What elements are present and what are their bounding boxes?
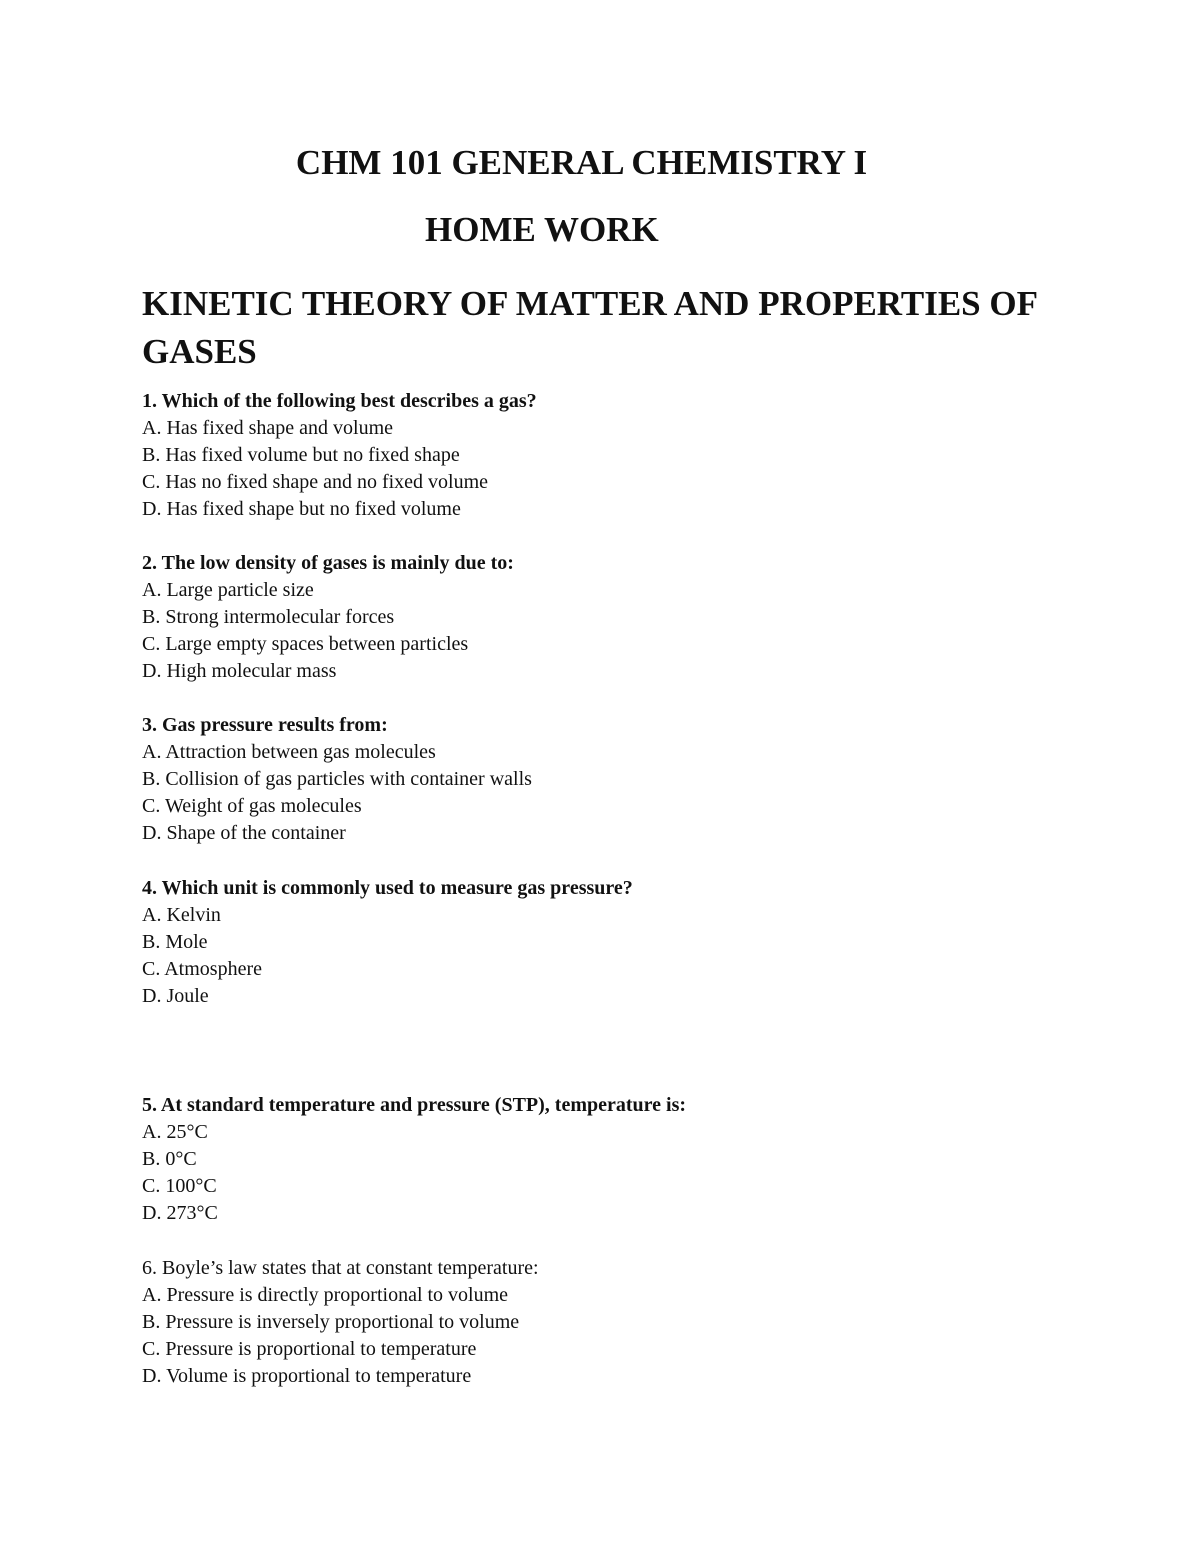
option-list bbox=[142, 1282, 1062, 1390]
option-d: D. Shape of the container bbox=[142, 822, 346, 844]
option-d: D. Joule bbox=[142, 985, 209, 1007]
option-b: B. 0°C bbox=[142, 1148, 197, 1170]
question-text: 6. Boyle’s law states that at constant temperature: bbox=[142, 1257, 539, 1279]
option-a: A. Kelvin bbox=[142, 904, 221, 926]
question-text: 3. Gas pressure results from: bbox=[142, 714, 388, 736]
option-a: A. Attraction between gas molecules bbox=[142, 741, 436, 763]
question-text: 2. The low density of gases is mainly due to: bbox=[142, 552, 514, 574]
question-2 bbox=[142, 550, 1062, 685]
option-a: A. Has fixed shape and volume bbox=[142, 417, 394, 439]
option-list bbox=[142, 1119, 1062, 1227]
option-d: D. Volume is proportional to temperature bbox=[142, 1365, 472, 1387]
question-text: 4. Which unit is commonly used to measure gas pressure? bbox=[142, 877, 633, 899]
option-b: B. Collision of gas particles with container walls bbox=[142, 768, 532, 790]
option-d: D. 273°C bbox=[142, 1202, 218, 1224]
option-list bbox=[142, 577, 1062, 685]
option-c: C. Weight of gas molecules bbox=[142, 795, 362, 817]
option-c: C. Large empty spaces between particles bbox=[142, 633, 469, 655]
option-list bbox=[142, 415, 1062, 523]
question-text: 1. Which of the following best describes a gas? bbox=[142, 390, 537, 412]
question-text: 5. At standard temperature and pressure (STP), temperature is: bbox=[142, 1094, 687, 1116]
question-3 bbox=[142, 712, 1062, 847]
option-list bbox=[142, 739, 1062, 847]
question-6 bbox=[142, 1255, 1062, 1390]
option-d: D. Has fixed shape but no fixed volume bbox=[142, 498, 461, 520]
option-c: C. Has no fixed shape and no fixed volume bbox=[142, 471, 489, 493]
homework-subtitle: HOME WORK bbox=[425, 210, 659, 249]
section-heading: KINETIC THEORY OF MATTER AND PROPERTIES OF GASES bbox=[142, 284, 1037, 371]
course-title: CHM 101 GENERAL CHEMISTRY I bbox=[295, 143, 868, 182]
option-c: C. Atmosphere bbox=[142, 958, 262, 980]
option-b: B. Pressure is inversely proportional to volume bbox=[142, 1311, 520, 1333]
question-1 bbox=[142, 388, 1062, 523]
option-b: B. Has fixed volume but no fixed shape bbox=[142, 444, 460, 466]
option-c: C. 100°C bbox=[142, 1175, 217, 1197]
question-4 bbox=[142, 875, 1062, 1010]
option-a: A. Pressure is directly proportional to volume bbox=[142, 1284, 509, 1306]
option-a: A. 25°C bbox=[142, 1121, 208, 1143]
option-c: C. Pressure is proportional to temperature bbox=[142, 1338, 477, 1360]
option-d: D. High molecular mass bbox=[142, 660, 337, 682]
question-5 bbox=[142, 1092, 1062, 1227]
option-a: A. Large particle size bbox=[142, 579, 314, 601]
option-list bbox=[142, 902, 1062, 1010]
option-b: B. Strong intermolecular forces bbox=[142, 606, 395, 628]
option-b: B. Mole bbox=[142, 931, 208, 953]
